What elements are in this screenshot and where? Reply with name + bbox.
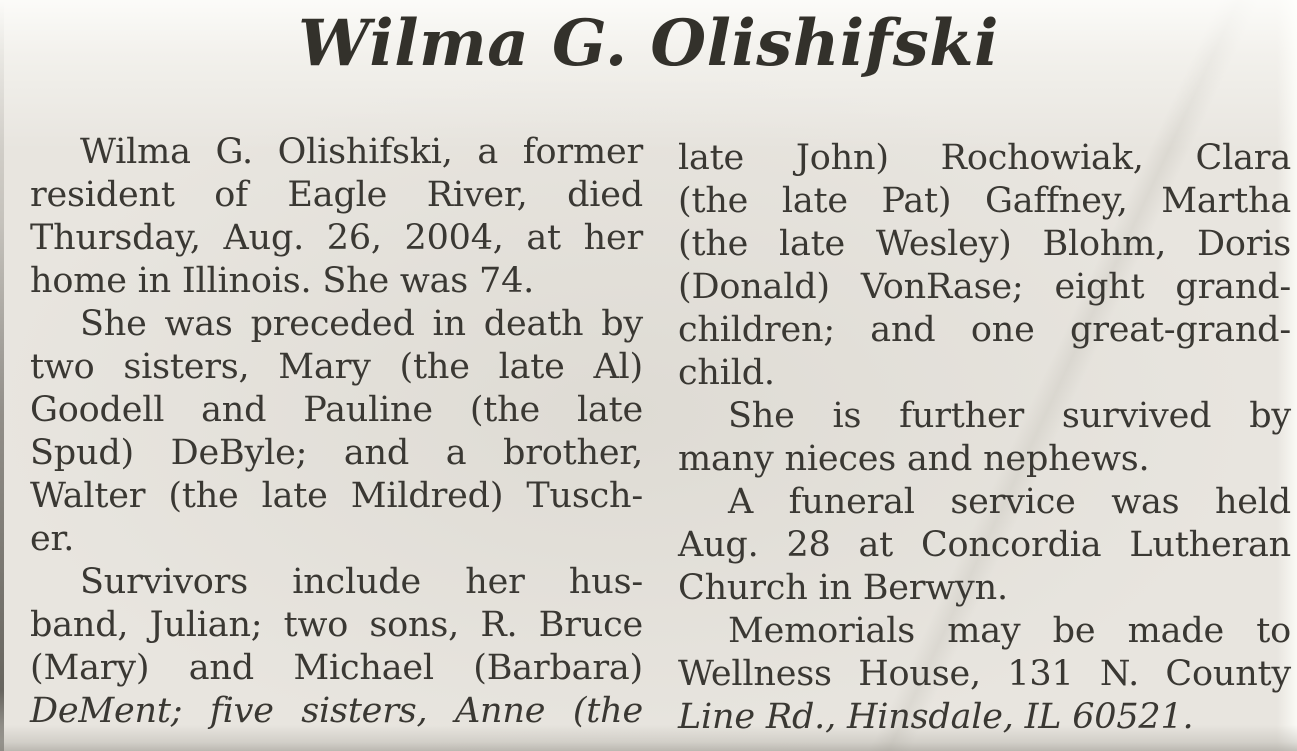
obituary-text-line: Aug. 28 at Concordia Lutheran bbox=[678, 525, 1291, 565]
obituary-text-line: home in Illinois. She was 74. bbox=[30, 261, 535, 301]
obituary-text-line: DeMent; five sisters, Anne (the bbox=[30, 691, 643, 731]
obituary-text-line: er. bbox=[30, 519, 75, 559]
obituary-text-line: Wilma G. Olishifski, a former bbox=[80, 132, 643, 172]
scan-edge-shadow bbox=[0, 0, 4, 751]
obituary-text-line: Thursday, Aug. 26, 2004, at her bbox=[30, 218, 643, 258]
obituary-text-line: (the late Wesley) Blohm, Doris bbox=[678, 224, 1291, 264]
obituary-text-line: A funeral service was held bbox=[728, 482, 1291, 522]
obituary-text-line: Memorials may be made to bbox=[728, 611, 1291, 651]
obituary-body bbox=[30, 131, 1292, 739]
obituary-text-line: (Mary) and Michael (Barbara) bbox=[30, 648, 643, 688]
obituary-text-line: band, Julian; two sons, R. Bruce bbox=[30, 605, 643, 645]
obituary-text-line: She was preceded in death by bbox=[80, 304, 643, 344]
obituary-column-right bbox=[678, 137, 1291, 739]
obituary-text-line: (Donald) VonRase; eight grand- bbox=[678, 267, 1291, 307]
obituary-text-line: child. bbox=[678, 353, 775, 393]
obituary-text-line: many nieces and nephews. bbox=[678, 439, 1150, 479]
obituary-text-line: Survivors include her hus- bbox=[80, 562, 643, 602]
obituary-text-line: late John) Rochowiak, Clara bbox=[678, 138, 1291, 178]
obituary-text-line: children; and one great-grand- bbox=[678, 310, 1291, 350]
obituary-text-line: Church in Berwyn. bbox=[678, 568, 1008, 608]
obituary-text-line: resident of Eagle River, died bbox=[30, 175, 643, 215]
obituary-text-line: Wellness House, 131 N. County bbox=[678, 654, 1291, 694]
obituary-text-line: Goodell and Pauline (the late bbox=[30, 390, 643, 430]
obituary-column-left bbox=[30, 131, 643, 739]
obituary-text-line: She is further survived by bbox=[728, 396, 1291, 436]
obituary-text-line: two sisters, Mary (the late Al) bbox=[30, 347, 643, 387]
obituary-headline: Wilma G. Olishifski bbox=[298, 6, 999, 81]
obituary-text-line: Line Rd., Hinsdale, IL 60521. bbox=[678, 697, 1194, 737]
obituary-text-line: Spud) DeByle; and a brother, bbox=[30, 433, 643, 473]
obituary-text-line: (the late Pat) Gaffney, Martha bbox=[678, 181, 1291, 221]
obituary-text-line: Walter (the late Mildred) Tusch- bbox=[30, 476, 643, 516]
